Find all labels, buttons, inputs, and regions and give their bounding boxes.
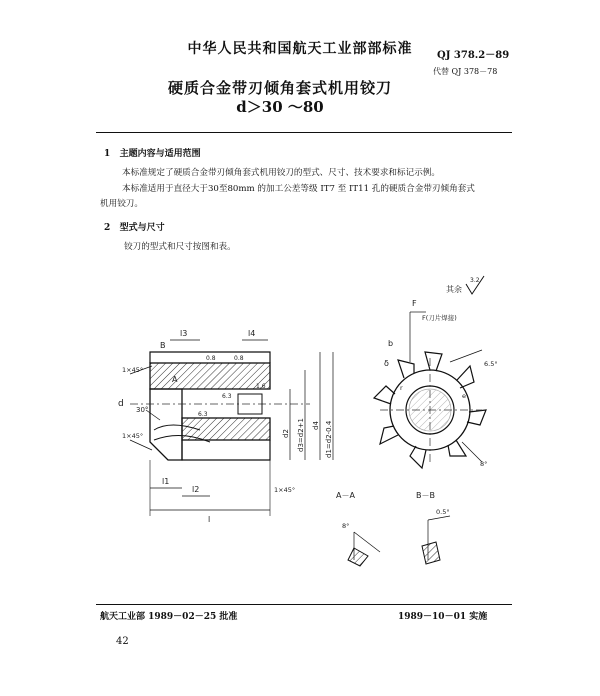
header-rule <box>96 132 512 133</box>
paragraph: 本标准适用于直径大于30至80mm 的加工公差等级 IT7 至 IT11 孔的硬质合金带刃倾角套式 <box>122 184 475 194</box>
label-l: l <box>208 515 211 524</box>
document-subtitle: d＞30 ～80 <box>236 98 324 116</box>
blade-outline <box>150 389 182 460</box>
section-number: 2 <box>104 223 111 233</box>
label-r: r <box>400 384 403 392</box>
roughness-value: 3.2 <box>470 277 480 284</box>
label-d1: d1=d2-0.4 <box>325 420 333 458</box>
label-d3: d3=d2+1 <box>297 418 305 452</box>
label-delta: δ <box>384 359 389 368</box>
label-roughness-5: 1.6 <box>256 383 266 390</box>
standard-number: QJ 378.2－89 <box>437 50 510 61</box>
document-title: 硬质合金带刃倾角套式机用铰刀 <box>167 79 392 97</box>
label-angle-2: 8° <box>480 460 488 468</box>
label-blade-callout: F(刀片焊接) <box>422 314 457 322</box>
label-chamfer-3: 1×45° <box>274 486 296 494</box>
section-bb-profile <box>422 542 440 564</box>
section-aa-label: A－A <box>336 491 355 500</box>
label-roughness-3: 6.3 <box>222 393 232 400</box>
label-e: e <box>462 392 466 400</box>
label-b: b <box>388 339 394 348</box>
label-d2: d2 <box>282 429 290 438</box>
end-view <box>374 312 486 468</box>
label-l1: l1 <box>162 477 170 486</box>
section-heading-1 <box>104 146 201 159</box>
label-angle-30: 30° <box>136 406 149 414</box>
label-chamfer-2: 1×45° <box>122 432 144 440</box>
paragraph: 铰刀的型式和尺寸按图和表。 <box>124 242 236 252</box>
label-roughness-4: 6.3 <box>198 411 208 418</box>
label-l2: l2 <box>192 485 200 494</box>
section-title: 主题内容与适用范围 <box>119 149 201 159</box>
label-B: B <box>160 341 166 350</box>
paragraph: 机用铰刀。 <box>100 199 143 209</box>
replaces-standard: 代替 QJ 378－78 <box>433 67 498 76</box>
section-aa-profile <box>348 548 368 566</box>
page-number: 42 <box>116 636 129 647</box>
footer-rule <box>96 604 512 605</box>
label-d: d <box>118 399 124 409</box>
label-chamfer-1: 1×45° <box>122 366 144 374</box>
approval-date: 航天工业部 1989－02－25 批准 <box>100 612 238 622</box>
label-angle-1: 6.5° <box>484 360 498 368</box>
label-roughness-2: 0.8 <box>234 355 244 362</box>
paragraph: 本标准规定了硬质合金带刃倾角套式机用铰刀的型式、尺寸、技术要求和标记示例。 <box>122 168 440 178</box>
label-l3: l3 <box>180 329 188 338</box>
label-l4: l4 <box>248 329 256 338</box>
label-roughness-1: 0.8 <box>206 355 216 362</box>
roughness-other-label: 其余 <box>446 285 462 294</box>
section-title: 型式与尺寸 <box>119 223 165 233</box>
reamer-technical-drawing <box>110 270 530 570</box>
effective-date: 1989－10－01 实施 <box>398 612 488 622</box>
label-A: A <box>172 375 178 384</box>
label-F: F <box>412 299 417 308</box>
label-d4: d4 <box>312 421 320 430</box>
upper-body-section <box>150 363 270 389</box>
section-heading-2 <box>104 220 165 233</box>
section-bb-label: B－B <box>416 491 435 500</box>
section-number: 1 <box>104 149 111 159</box>
section-bb-angle: 0.5° <box>436 508 450 516</box>
issuing-organization: 中华人民共和国航天工业部部标准 <box>187 41 413 57</box>
section-aa-angle: 8° <box>342 522 350 530</box>
